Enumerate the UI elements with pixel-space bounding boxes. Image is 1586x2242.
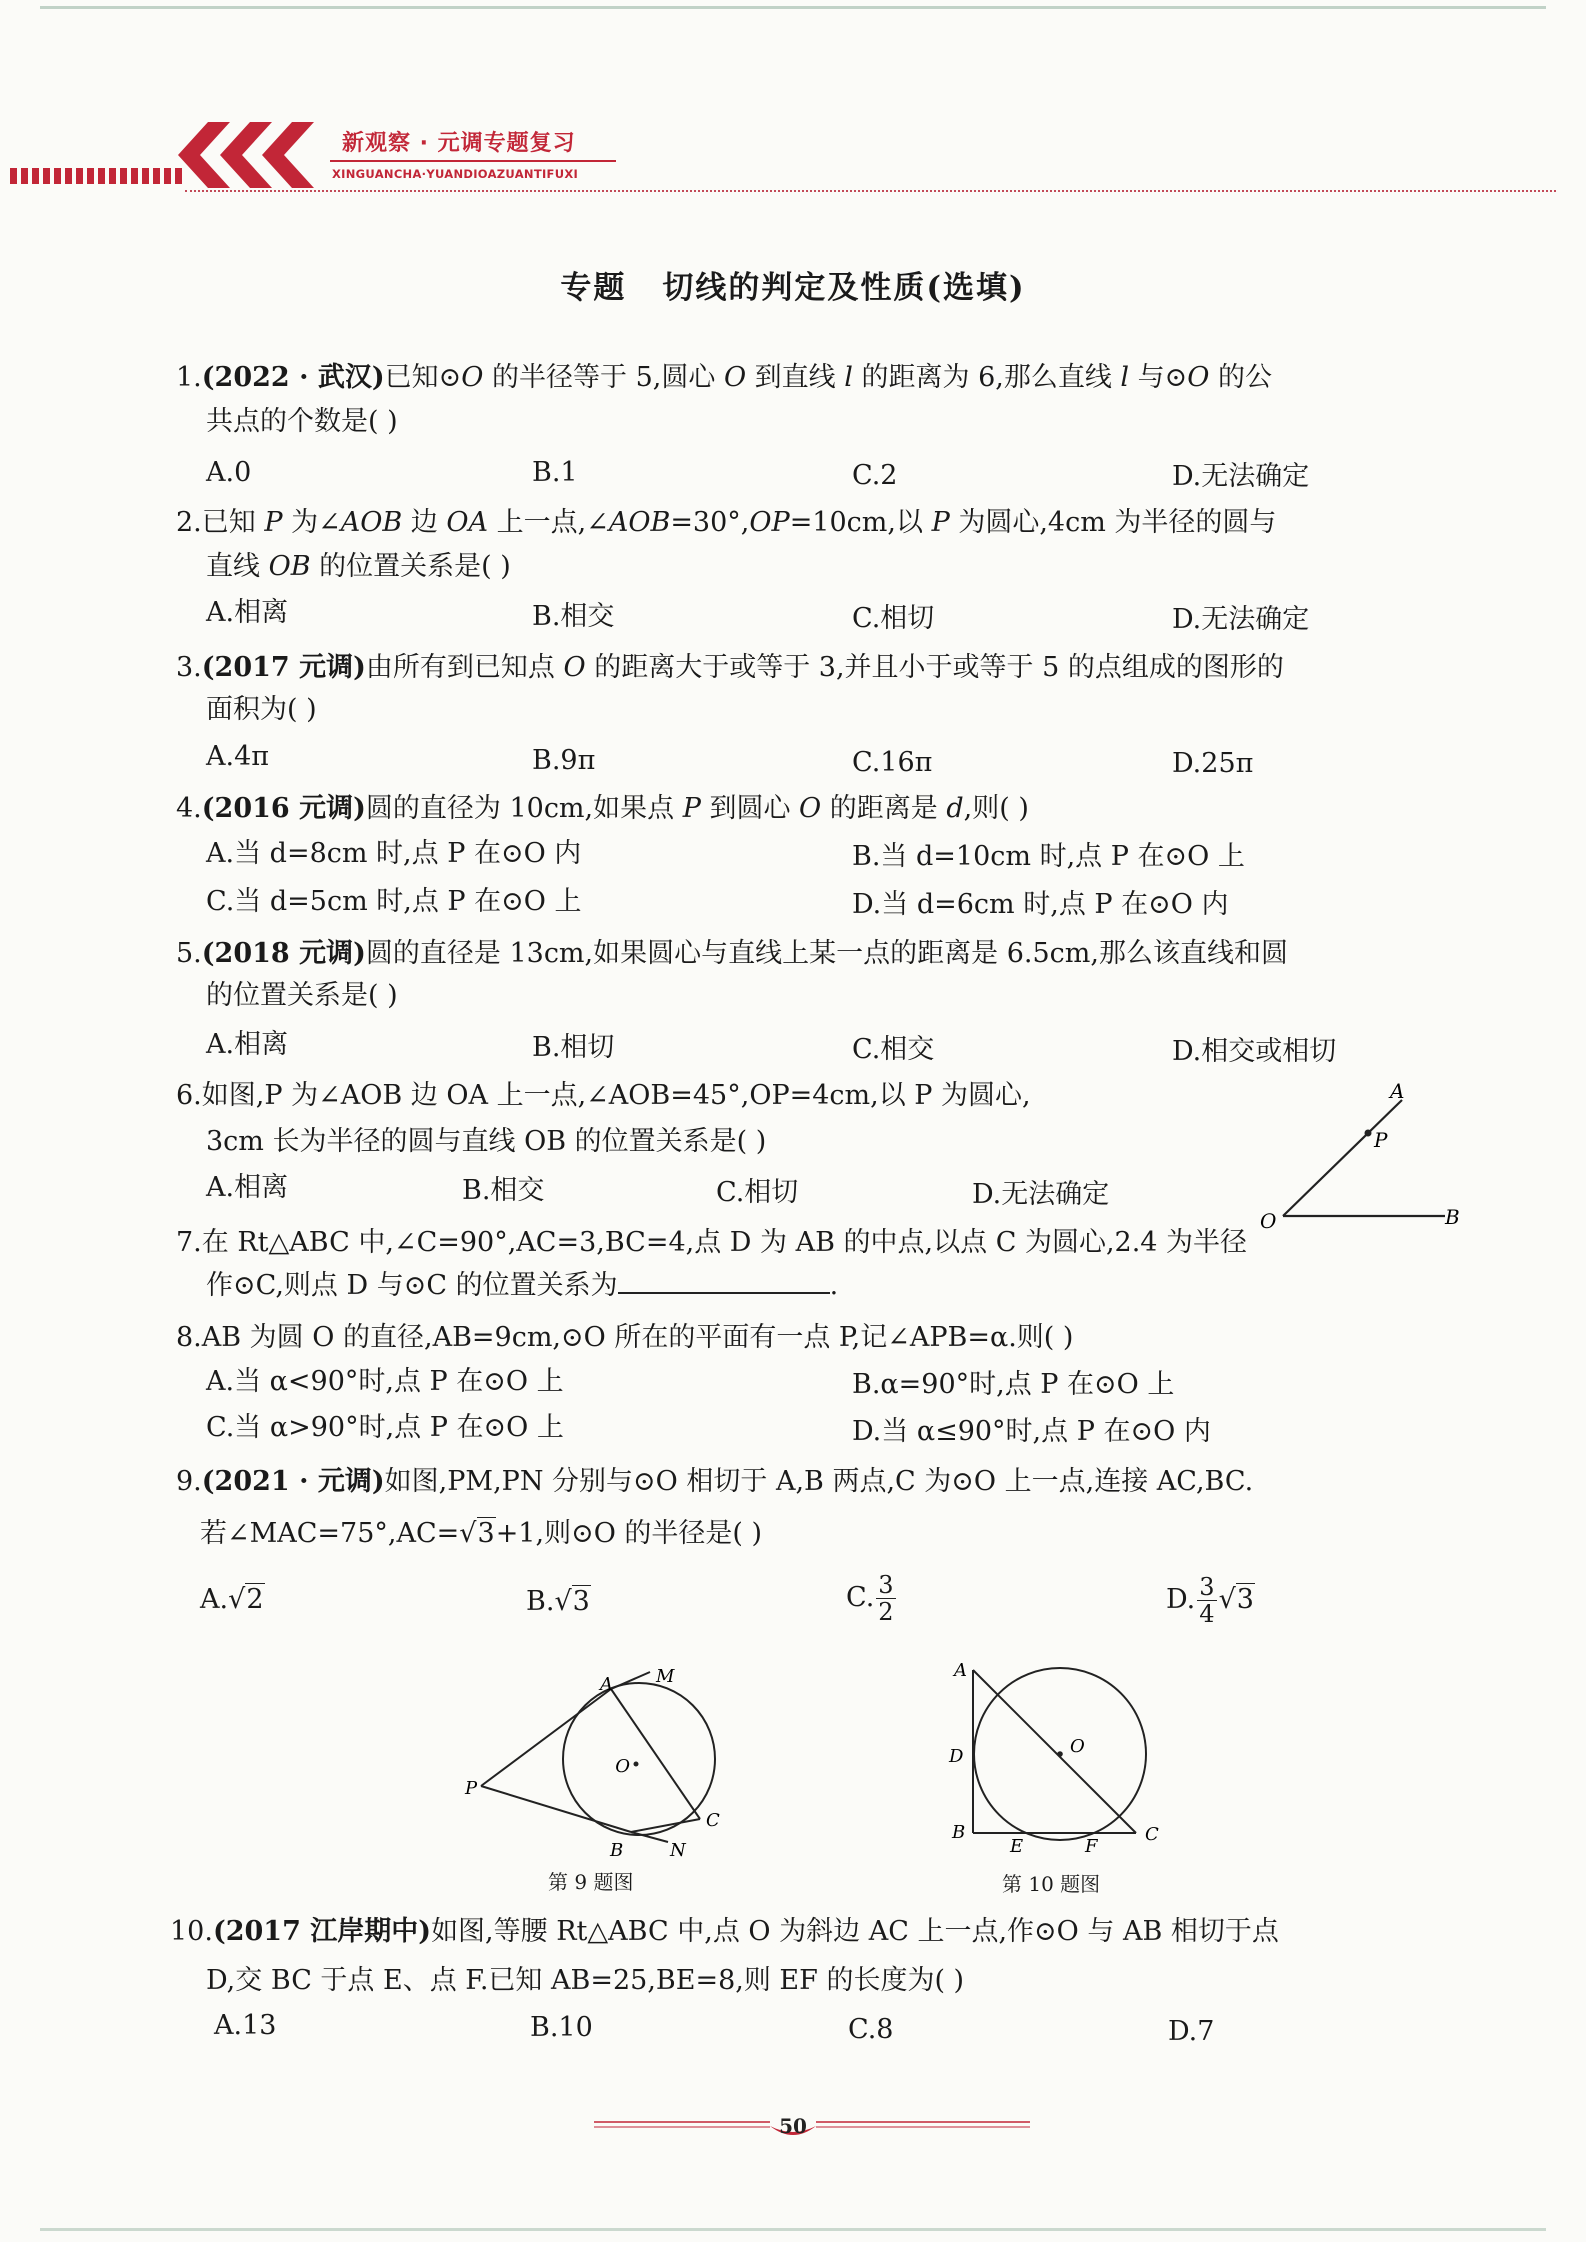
q9-line2: 若∠MAC=75°,AC=√3+1,则⊙O 的半径是( ) <box>200 1518 763 1549</box>
q7-answer-blank[interactable] <box>618 1270 830 1294</box>
q10-figure <box>940 1650 1180 1860</box>
header-stripes <box>10 168 185 184</box>
q2-option-d: D.无法确定 <box>1172 604 1310 635</box>
q3-option-d: D.25π <box>1172 748 1254 779</box>
q9-label-c: C <box>706 1810 720 1831</box>
page-title-part2: 切线的判定及性质(选填) <box>662 270 1026 306</box>
page-title-part1: 专题 <box>560 270 627 306</box>
q9-label-b: B <box>610 1840 624 1860</box>
q9-circle <box>563 1683 715 1835</box>
q10-line2: D,交 BC 于点 E、点 F.已知 AB=25,BE=8,则 EF 的长度为( ) <box>206 1965 965 1996</box>
q8-line1: 8.AB 为圆 O 的直径,AB=9cm,⊙O 所在的平面有一点 P,记∠APB=α.则( ) <box>176 1322 1074 1353</box>
q6-option-c: C.相切 <box>716 1177 799 1208</box>
scan-edge-bottom <box>40 2228 1546 2231</box>
q10-label-a: A <box>954 1660 967 1681</box>
q6-line1: 6.如图,P 为∠AOB 边 OA 上一点,∠AOB=45°,OP=4cm,以 P 为圆心, <box>176 1080 1031 1111</box>
q9-line1: 9.(2021 · 元调)如图,PM,PN 分别与⊙O 相切于 A,B 两点,C 为⊙O 上一点,连接 AC,BC. <box>176 1466 1254 1497</box>
q6-line2: 3cm 长为半径的圆与直线 OB 的位置关系是( ) <box>206 1126 767 1157</box>
q2-line1: 2.已知 P 为∠AOB 边 OA 上一点,∠AOB=30°,OP=10cm,以 P 为圆心,4cm 为半径的圆与 <box>176 507 1277 538</box>
q10-caption: 第 10 题图 <box>1002 1872 1101 1896</box>
q10-label-f: F <box>1085 1836 1098 1857</box>
q8-option-d: D.当 α≤90°时,点 P 在⊙O 内 <box>852 1416 1211 1447</box>
page-number: 50 <box>779 2114 807 2138</box>
page-title <box>0 262 1586 307</box>
q10-option-b: B.10 <box>530 2012 593 2043</box>
header-chevrons <box>178 122 328 188</box>
q1-line2: 共点的个数是( ) <box>206 406 398 437</box>
q9-tangent-pa <box>481 1689 611 1786</box>
q4-option-a: A.当 d=8cm 时,点 P 在⊙O 内 <box>206 838 582 869</box>
q5-option-d: D.相交或相切 <box>1172 1036 1337 1067</box>
q1-line1: 1.(2022 · 武汉)已知⊙O 的半径等于 5,圆心 O 到直线 l 的距离为 6,那么直线 l 与⊙O 的公 <box>176 362 1273 393</box>
q7-line2: 作⊙C,则点 D 与⊙C 的位置关系为 . <box>206 1270 839 1301</box>
q5-option-c: C.相交 <box>852 1034 935 1065</box>
q3-line1: 3.(2017 元调)由所有到已知点 O 的距离大于或等于 3,并且小于或等于 5 的点组成的图形的 <box>176 652 1284 683</box>
q9-label-m: M <box>656 1666 675 1687</box>
header-subtitle: XINGUANCHA·YUANDIOAZUANTIFUXI <box>332 167 579 181</box>
q9-option-d: D. $\frac{3}{4}$ √3 <box>1166 1573 1254 1628</box>
q9-tangent-pb <box>481 1786 631 1832</box>
q9-option-b: B.√3 <box>526 1586 590 1617</box>
q8-option-a: A.当 α<90°时,点 P 在⊙O 上 <box>206 1366 564 1397</box>
q5-line1: 5.(2018 元调)圆的直径是 13cm,如果圆心与直线上某一点的距离是 6.5cm,那么该直线和圆 <box>176 938 1288 969</box>
q5-line2: 的位置关系是( ) <box>206 980 398 1011</box>
q9-ray-am <box>611 1672 650 1689</box>
header-dotted-rule <box>185 190 1556 192</box>
q10-line1: 10.(2017 江岸期中)如图,等腰 Rt△ABC 中,点 O 为斜边 AC 上一点,作⊙O 与 AB 相切于点 <box>170 1916 1279 1947</box>
q6-label-o: O <box>1260 1209 1277 1230</box>
q1-option-c: C.2 <box>852 460 898 491</box>
q6-point-p <box>1365 1130 1372 1137</box>
q10-label-b: B <box>952 1822 966 1843</box>
q2-line2: 直线 OB 的位置关系是( ) <box>206 551 511 582</box>
q1-option-a: A.0 <box>206 457 252 488</box>
q6-option-b: B.相交 <box>462 1175 545 1206</box>
q5-option-a: A.相离 <box>206 1029 289 1060</box>
q7-line1: 7.在 Rt△ABC 中,∠C=90°,AC=3,BC=4,点 D 为 AB 的中点,以点 C 为圆心,2.4 为半径 <box>176 1227 1248 1258</box>
q5-option-b: B.相切 <box>532 1032 615 1063</box>
q3-option-c: C.16π <box>852 747 933 778</box>
q9-label-a: A <box>600 1674 613 1695</box>
q9-label-p: P <box>465 1778 478 1799</box>
q8-option-b: B.α=90°时,点 P 在⊙O 上 <box>852 1369 1175 1400</box>
q1-option-d: D.无法确定 <box>1172 461 1310 492</box>
q6-ray-oa <box>1283 1100 1402 1216</box>
q9-option-a: A.√2 <box>200 1584 264 1615</box>
q6-label-b: B <box>1445 1205 1460 1229</box>
scan-edge-top <box>40 6 1546 9</box>
q9-label-o: O <box>615 1756 630 1777</box>
header-title: 新观察 · 元调专题复习 <box>342 131 576 156</box>
q3-option-b: B.9π <box>532 745 596 776</box>
q1-option-b: B.1 <box>532 457 578 488</box>
q9-center-dot <box>634 1762 639 1767</box>
q9-label-n: N <box>670 1840 686 1860</box>
q10-label-c: C <box>1145 1824 1159 1845</box>
q2-option-b: B.相交 <box>532 601 615 632</box>
q2-option-a: A.相离 <box>206 597 289 628</box>
q9-caption: 第 9 题图 <box>548 1870 634 1894</box>
q4-option-c: C.当 d=5cm 时,点 P 在⊙O 上 <box>206 886 582 917</box>
q10-label-o: O <box>1070 1736 1085 1757</box>
q9-figure <box>460 1660 740 1860</box>
q3-option-a: A.4π <box>206 741 270 772</box>
q8-option-c: C.当 α>90°时,点 P 在⊙O 上 <box>206 1412 564 1443</box>
q10-option-d: D.7 <box>1168 2016 1215 2047</box>
q6-label-a: A <box>1390 1080 1405 1103</box>
q6-option-d: D.无法确定 <box>972 1179 1110 1210</box>
q10-option-c: C.8 <box>848 2014 894 2045</box>
q6-option-a: A.相离 <box>206 1172 289 1203</box>
q4-line1: 4.(2016 元调)圆的直径为 10cm,如果点 P 到圆心 O 的距离是 d,则( ) <box>176 793 1029 824</box>
q10-option-a: A.13 <box>214 2010 277 2041</box>
q9-option-c: C. $\frac{3}{2}$ <box>846 1571 894 1626</box>
q4-option-b: B.当 d=10cm 时,点 P 在⊙O 上 <box>852 841 1245 872</box>
q3-line2: 面积为( ) <box>206 694 317 725</box>
q10-label-e: E <box>1010 1836 1024 1857</box>
q9-chord-ac <box>611 1689 700 1819</box>
header-underline <box>330 160 616 162</box>
q6-figure <box>1240 1080 1480 1230</box>
q2-option-c: C.相切 <box>852 603 935 634</box>
q10-center-dot <box>1057 1751 1063 1757</box>
q4-option-d: D.当 d=6cm 时,点 P 在⊙O 内 <box>852 889 1229 920</box>
q10-label-d: D <box>949 1746 964 1767</box>
q6-label-p: P <box>1374 1128 1388 1152</box>
